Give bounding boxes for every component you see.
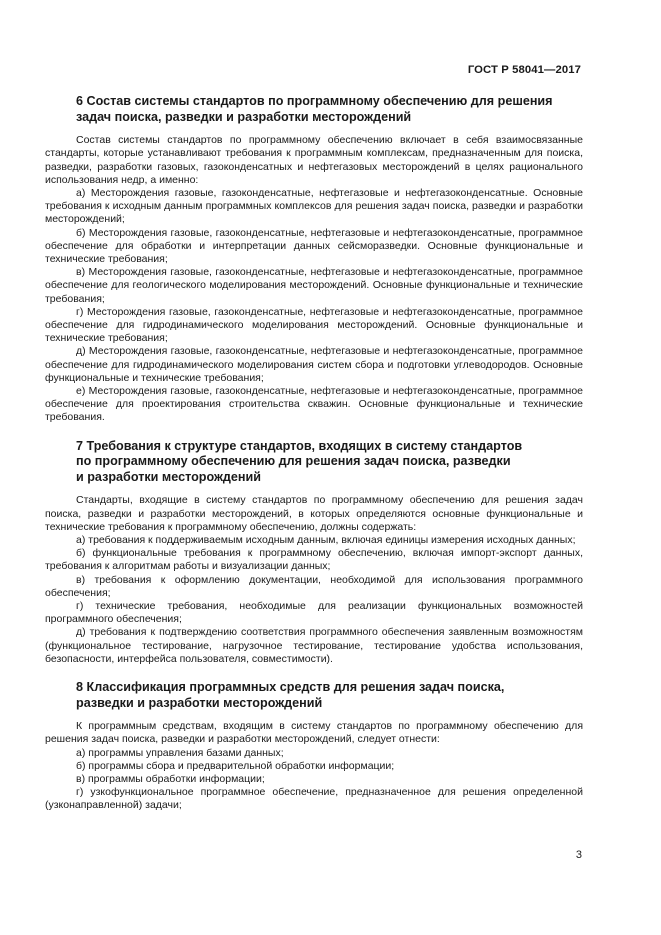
- section-8-heading: [45, 680, 583, 711]
- list-item: г) Месторождения газовые, газоконденсатные, нефтегазовые и нефтегазоконденсатные, программное обеспечение для гидродинамического моделирования месторождений. Основные функциональные и технические требования;: [45, 305, 583, 345]
- standard-code-header: ГОСТ Р 58041—2017: [467, 64, 581, 76]
- section-6-heading: 6 Состав системы стандартов по программному обеспечению для решения задач поиска, разведки и разработки месторождений: [76, 94, 553, 124]
- list-item: в) программы обработки информации;: [76, 773, 265, 786]
- list-item: е) Месторождения газовые, газоконденсатные, нефтегазовые и нефтегазоконденсатные, программное обеспечение для проектирования строительства скважин. Основные функциональные и технические требования.: [45, 385, 583, 424]
- list-item: в) Месторождения газовые, газоконденсатные, нефтегазовые и нефтегазоконденсатные, программное обеспечение для геологического моделирования месторождений. Основные функциональные и технические требования;: [45, 266, 583, 305]
- section-6-intro: Состав системы стандартов по программному обеспечению включает в себя взаимосвязанные стандарты, которые устанавливают требования к программным комплексам, предназначенным для поиска, разведки, разработки газовых, газоконденсатных и нефтегазовых месторождений в целях рационального использования недр, а именно:: [45, 134, 583, 186]
- list-item: а) программы управления базами данных;: [76, 746, 284, 759]
- section-7-heading-line: по программному обеспечению для решения задач поиска, разведки: [76, 454, 511, 469]
- list-item: г) технические требования, необходимые для реализации функциональных возможностей программного обеспечения;: [45, 600, 583, 626]
- list-item: д) требования к подтверждению соответствия программного обеспечения заявленным возможностям (функциональное тестирование, нагрузочное тестирование, тестирование удобства использования, безопасности, интерфейса пользователя, совместимости).: [45, 626, 583, 665]
- list-item: в) требования к оформлению документации, необходимой для использования программного обеспечения;: [45, 573, 583, 599]
- list-item: б) функциональные требования к программному обеспечению, включая импорт-экспорт данных, требования к алгоритмам работы и визуализации данных;: [45, 547, 583, 573]
- section-8-intro: К программным средствам, входящим в систему стандартов по программному обеспечению для решения задач поиска, разведки и разработки месторождений, следует отнести:: [45, 720, 583, 746]
- section-7-intro: Стандарты, входящие в систему стандартов по программному обеспечению для решения задач поиска, разведки и разработки месторождений, в которых определяются основные функциональные и технические требования к программному обеспечению, должны содержать:: [45, 494, 583, 533]
- list-item: а) Месторождения газовые, газоконденсатные, нефтегазовые и нефтегазоконденсатные. Основные требования к исходным данным программных комплексов для решения задач поиска, разведки и разработки месторождений;: [45, 187, 583, 226]
- document-body: [45, 94, 583, 813]
- list-item: б) программы сбора и предварительной обработки информации;: [76, 759, 395, 772]
- section-7-heading: [45, 439, 583, 486]
- section-7-heading-line: и разработки месторождений: [76, 469, 262, 484]
- list-item: б) Месторождения газовые, газоконденсатные, нефтегазовые и нефтегазоконденсатные, программное обеспечение для обработки и интерпретации данных сейсморазведки. Основные функциональные и технические требования;: [45, 226, 583, 266]
- list-item: д) Месторождения газовые, газоконденсатные, нефтегазовые и нефтегазоконденсатные, программное обеспечение для гидродинамического моделирования систем сбора и подготовки углеводородов. Основные функциональные и технические требования;: [45, 345, 583, 384]
- page-number: 3: [575, 849, 582, 861]
- section-7-heading-line: 7 Требования к структуре стандартов, входящих в систему стандартов: [76, 438, 523, 453]
- section-8-heading-line: 8 Классификация программных средств для решения задач поиска,: [76, 680, 505, 695]
- list-item: а) требования к поддерживаемым исходным данным, включая единицы измерения исходных данных;: [76, 534, 576, 547]
- section-8-heading-line: разведки и разработки месторождений: [76, 695, 323, 710]
- list-item: г) узкофункциональное программное обеспечение, предназначенное для решения определенной (узконаправленной) задачи;: [45, 786, 583, 812]
